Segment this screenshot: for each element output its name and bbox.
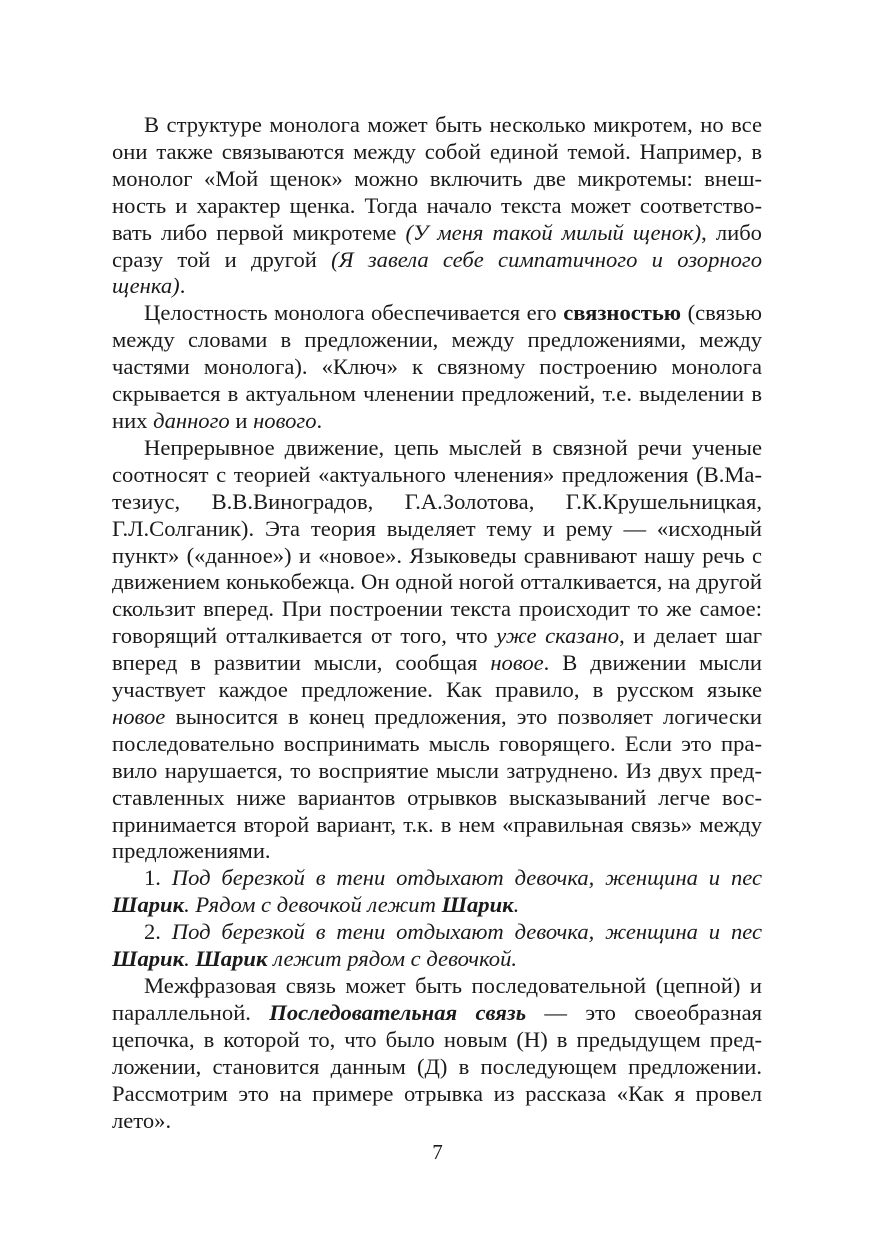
example-phrase: (У меня такой милый щенок) [405,219,702,245]
example-text: Под березкой в тени отдыхают девочка, женщина и пес [171,865,763,891]
paragraph-text: (связью между словами в предложении, между предложениями, между частями монолога). «Ключ» к связному построению монолога скрывается в актуальном членении предложений, т.е. выделении в них [112,300,762,433]
paragraph-text: — это своеобразная цепочка, в которой то, что было новым (Н) в предыдущем предложении, становится данным (Д) в последующем предложении. Рассмотрим это на примере отрывка из рассказа «Как я провел лето». [112,999,762,1133]
key-term: Последовательная связь [269,999,527,1025]
paragraph-microthemes [112,112,762,300]
page-number: 7 [432,1140,443,1164]
emphasized-word: уже сказано [496,623,620,649]
paragraph-text: , и делает шаг вперед в развитии мысли, сообщая [112,623,763,676]
paragraph-interphrase-link [112,973,762,1134]
paragraph-text: В структуре монолога может быть несколько микротем, но все они также связываются между собой единой темой. Например, в монолог «Мой щенок» можно включить две микротемы: внешность и характер щенка. Тогда начало текста может соответствовать либо первой микротеме [112,112,762,245]
paragraph-text: . В движении мысли участвует каждое предложение. Как правило, в русском языке [112,650,762,703]
example-text: Под березкой в тени отдыхают девочка, женщина и пес [171,919,763,945]
paragraph-text: выносится в конец предложения, это позволяет логически последовательно воспринимать мысль говорящего. Если это правило нарушается, то восприятие мысли затруднено. Из двух представленных ниже вариантов отрывков высказываний легче воспринимается второй вариант, т.к. в нем «правильная связь» между предложениями. [112,703,762,864]
example-phrase: (Я завела себе симпатичного и озорного щенка) [112,246,762,299]
paragraph-text: . [179,273,186,299]
page-body [112,112,762,1134]
example-text: . [513,892,520,918]
emphasized-word: данного [153,407,230,433]
paragraph-actual-division [112,435,762,866]
emphasized-word: новое [112,703,166,729]
example-highlight: Шарик [112,892,185,918]
emphasized-word: новое [490,650,544,676]
paragraph-coherence [112,300,762,435]
paragraph-text: , либо сразу той и другой [112,219,762,272]
paragraph-text: Межфразовая связь может быть последовательной (цепной) и параллельной. [112,973,762,1025]
example-text: . Рядом с девочкой лежит [184,892,442,918]
example-number: 1. [144,865,172,891]
paragraph-text: . [316,407,323,433]
emphasized-word: нового [253,407,317,433]
example-highlight: Шарик [195,946,268,972]
paragraph-text: Непрерывное движение, цепь мыслей в связной речи ученые соотносят с теорией «актуального членения» предложения (В.Матезиус, В.В.Виноградов, Г.А.Золотова, Г.К.Крушельницкая, Г.Л.Солганик). Эта теория выделяет тему и рему — «исходный пункт» («данное») и «новое». Языковеды сравнивают нашу речь с движением конькобежца. Он одной ногой отталкивается, на другой скользит вперед. При построении текста происходит то же самое: говорящий отталкивается от того, что [112,434,762,649]
example-highlight: Шарик [112,946,185,972]
example-text: лежит рядом с девочкой. [267,946,518,972]
example-number: 2. [144,919,172,945]
paragraph-text: и [229,407,254,433]
example-text: . [184,946,196,972]
key-term: связностью [563,300,682,326]
example-highlight: Шарик [441,892,514,918]
example-2 [112,919,762,973]
paragraph-text: Целостность монолога обеспечивается его [144,300,564,326]
example-1 [112,865,762,919]
